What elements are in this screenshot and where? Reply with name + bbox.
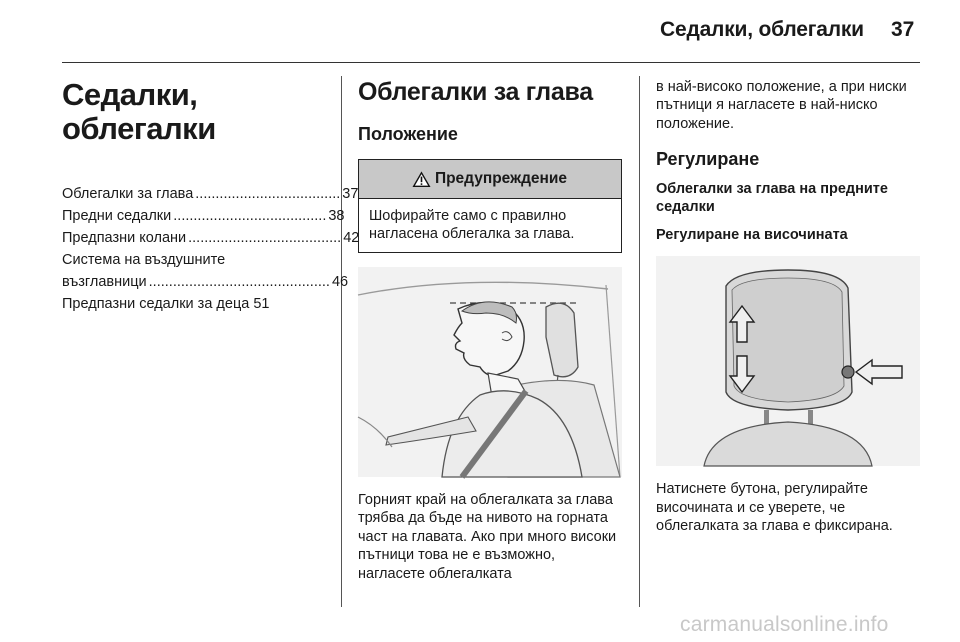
page-number: 37: [891, 18, 915, 41]
heading-adjustment: Регулиране: [656, 149, 760, 170]
position-instructions-continued: в най-високо положение, а при ниски пътници я нагласете в най-ниско положение.: [656, 79, 907, 132]
toc-leader: ......................................: [173, 208, 327, 224]
warning-box: [358, 159, 622, 253]
toc-entry-page: 46: [331, 274, 349, 290]
section-title: Облегалки за глава: [358, 78, 593, 106]
toc-leader: ....................................: [195, 186, 341, 202]
driver-headrest-illustration: [358, 267, 622, 477]
position-instructions: Горният край на облегалката за глава трябва да бъде на нивото на горната част на главата. Ако при много високи пътници това не е възможно, нагласете облегалката: [358, 492, 617, 582]
adjustment-column: [656, 78, 920, 535]
driver-headrest-figure: [358, 267, 622, 477]
watermark: carmanualsonline.info: [680, 613, 889, 636]
header-title: Седалки, облегалки: [660, 18, 864, 41]
subheading-front-headrests: Облегалки за глава на предните седалки: [656, 181, 888, 216]
toc-entry-label: Облегалки за глава: [62, 186, 194, 202]
toc-entry-page: 51: [253, 296, 270, 312]
adjustment-instructions: Натиснете бутона, регулирайте височината и се уверете, че облегалката за глава е фиксирана.: [656, 481, 893, 535]
subheading-height-adjust: Регулиране на височината: [656, 227, 848, 244]
toc-entry-label: възглавници: [62, 274, 147, 290]
header-rule: [62, 62, 920, 63]
toc-leader: .............................................: [148, 274, 330, 290]
toc-entry-label: Предпазни седалки за деца: [62, 296, 250, 312]
toc-entry[interactable]: [62, 249, 349, 293]
column-divider-2: [639, 76, 640, 607]
toc-entry[interactable]: [62, 293, 328, 315]
warning-text: Шофирайте само с правилно нагласена облегалка за глава.: [369, 208, 575, 242]
toc-entry-label-line1: Система на въздушните: [62, 252, 226, 268]
warning-header: [359, 160, 621, 199]
toc-entry[interactable]: [62, 183, 359, 205]
toc-entry-page: 37: [342, 186, 359, 202]
toc-entry[interactable]: [62, 205, 345, 227]
toc-entry-page: 38: [328, 208, 345, 224]
column-divider-1: [341, 76, 342, 607]
chapter-title: Седалки, облегалки: [62, 77, 216, 146]
subheading-position: Положение: [358, 124, 458, 144]
headrest-position-column: [358, 78, 622, 583]
warning-triangle-icon: [413, 172, 430, 187]
headrest-adjust-figure: [656, 256, 920, 466]
warning-title: Предупреждение: [434, 170, 568, 187]
toc-column: [62, 77, 360, 315]
toc-entry-page: 42: [343, 230, 360, 246]
toc-entry-label: Предни седалки: [62, 208, 172, 224]
toc-entry[interactable]: [62, 227, 360, 249]
headrest-adjust-illustration: [656, 256, 920, 466]
toc-entry-label: Предпазни колани: [62, 230, 187, 246]
table-of-contents: [62, 183, 360, 315]
toc-leader: ......................................: [188, 230, 342, 246]
